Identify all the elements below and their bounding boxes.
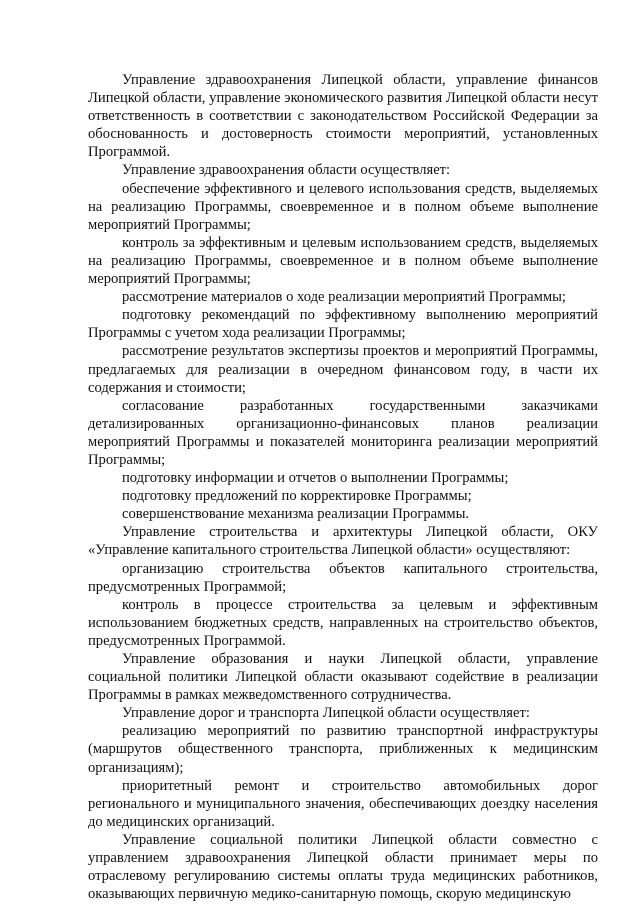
paragraph: приоритетный ремонт и строительство автомобильных дорог регионального и муниципального значения, обеспечивающих доездку населения до медицинских организаций. [88, 777, 598, 830]
paragraph: контроль в процессе строительства за целевым и эффективным использованием бюджетных средств, направленных на строительство объектов, предусмотренных Программой. [88, 596, 598, 649]
document-body [88, 71, 598, 903]
paragraph: согласование разработанных государственными заказчиками детализированных организационно-финансовых планов реализации мероприятий Программы и показателей мониторинга реализации мероприятий Программы; [88, 397, 598, 468]
paragraph: Управление социальной политики Липецкой области совместно с управлением здравоохранения Липецкой области принимает меры по отраслевому регулированию системы оплаты труда медицинских работников, оказывающих первичную медико-санитарную помощь, скорую медицинскую [88, 831, 598, 903]
paragraph: Управление строительства и архитектуры Липецкой области, ОКУ «Управление капитального строительства Липецкой области» осуществляют: [88, 524, 598, 559]
paragraph: подготовку предложений по корректировке Программы; [122, 488, 472, 505]
paragraph: Управление дорог и транспорта Липецкой области осуществляет: [122, 705, 530, 722]
paragraph: подготовку рекомендаций по эффективному выполнению мероприятий Программы с учетом хода реализации Программы; [88, 307, 598, 342]
paragraph: реализацию мероприятий по развитию транспортной инфраструктуры (маршрутов общественного транспорта, приближенных к медицинским организациям); [88, 723, 598, 776]
paragraph: Управление здравоохранения Липецкой области, управление финансов Липецкой области, управление экономического развития Липецкой области несут ответственность в соответствии с законодательством Российской Федерации за обоснованность и достоверность стоимости мероприятий, установленных Программой. [88, 72, 598, 161]
paragraph: Управление образования и науки Липецкой области, управление социальной политики Липецкой области оказывают содействие в реализации Программы в рамках межведомственного сотрудничества. [88, 651, 598, 704]
paragraph: рассмотрение результатов экспертизы проектов и мероприятий Программы, предлагаемых для реализации в очередном финансовом году, в части их содержания и стоимости; [88, 343, 598, 396]
paragraph: организацию строительства объектов капитального строительства, предусмотренных Программой; [88, 560, 598, 595]
paragraph: совершенствование механизма реализации Программы. [122, 506, 470, 523]
paragraph: обеспечение эффективного и целевого использования средств, выделяемых на реализацию Программы, своевременное и в полном объеме выполнение мероприятий Программы; [88, 180, 598, 233]
paragraph: рассмотрение материалов о ходе реализации мероприятий Программы; [122, 289, 566, 306]
paragraph: контроль за эффективным и целевым использованием средств, выделяемых на реализацию Программы, своевременное и в полном объеме выполнение мероприятий Программы; [88, 234, 598, 288]
paragraph: Управление здравоохранения области осуществляет: [122, 162, 451, 179]
paragraph: подготовку информации и отчетов о выполнении Программы; [122, 470, 509, 487]
